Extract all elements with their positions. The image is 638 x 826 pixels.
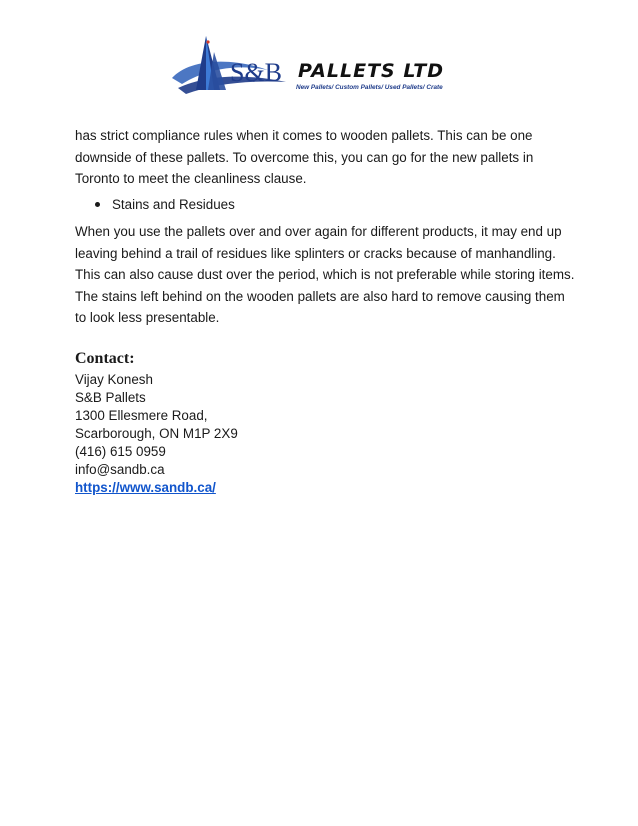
contact-heading: Contact: bbox=[75, 350, 135, 367]
paragraph-residues: When you use the pallets over and over again for different products, it may end up leaving behind a trail of residues like splinters or cracks because of manhandling. This can also cause dust over the period, which is not preferable while storing items. The stains left behind on the wooden pallets are also hard to remove causing them to look less presentable. bbox=[75, 224, 575, 325]
contact-city: Scarborough, ON M1P 2X9 bbox=[75, 426, 238, 441]
logo-brand-text: S&B bbox=[230, 58, 283, 87]
logo-wordmark: PALLETS LTD bbox=[298, 60, 445, 82]
website-link[interactable]: https://www.sandb.ca/ bbox=[75, 480, 216, 495]
contact-phone: (416) 615 0959 bbox=[75, 444, 166, 459]
contact-email: info@sandb.ca bbox=[75, 462, 165, 477]
contact-street: 1300 Ellesmere Road, bbox=[75, 408, 208, 423]
contact-block bbox=[75, 371, 238, 497]
company-logo bbox=[168, 30, 473, 105]
paragraph-compliance: has strict compliance rules when it comes to wooden pallets. This can be one downside of these pallets. To overcome this, you can go for the new pallets in Toronto to meet the cleanliness clause. bbox=[75, 128, 534, 186]
logo-tagline: New Pallets/ Custom Pallets/ Used Pallets/ Crate bbox=[296, 84, 443, 91]
bullet-item-stains bbox=[95, 194, 235, 215]
bullet-item-label: Stains and Residues bbox=[112, 197, 235, 212]
contact-company: S&B Pallets bbox=[75, 390, 146, 405]
bullet-dot-icon bbox=[95, 202, 100, 207]
contact-name: Vijay Konesh bbox=[75, 372, 153, 387]
